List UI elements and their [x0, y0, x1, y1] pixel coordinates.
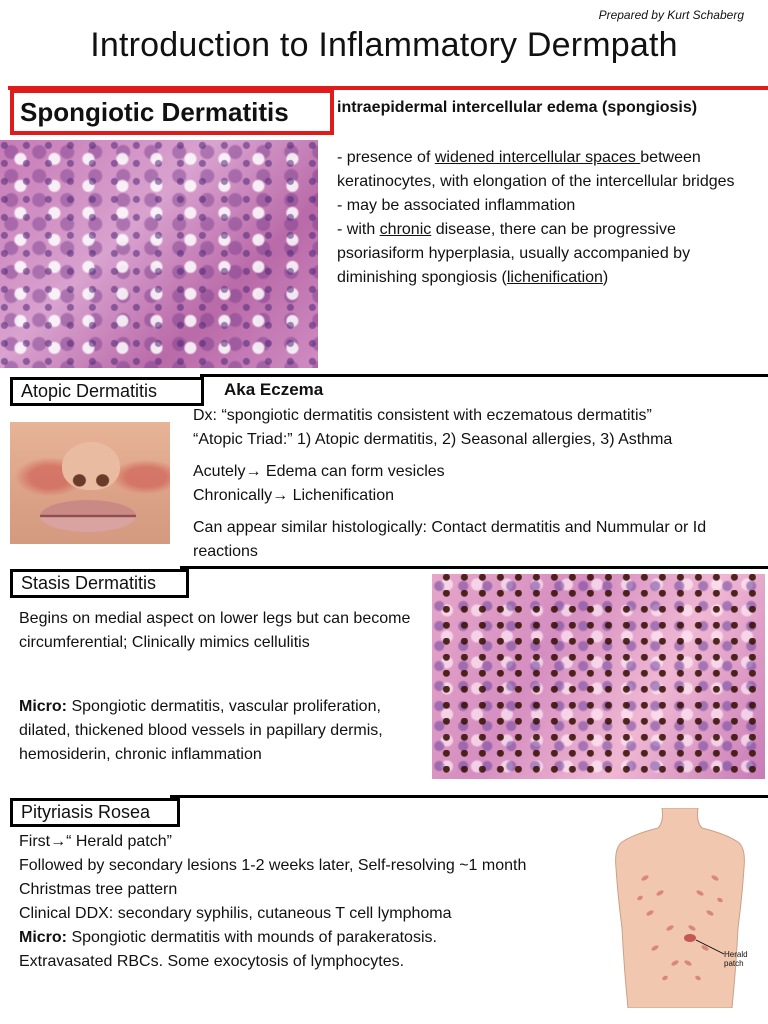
- child-face-photo: [10, 422, 170, 544]
- desc-text: between keratinocytes, with elongation of the intercellular bridges: [337, 149, 735, 190]
- desc-text: - may be associated inflammation: [337, 197, 576, 214]
- desc-text: disease, there can be progressive psoriasiform hyperplasia, usually accompanied by diminishing spongiosis (: [337, 221, 691, 286]
- desc-text: - presence of: [337, 149, 435, 166]
- micro-text: Spongiotic dermatitis with mounds of parakeratosis.: [67, 929, 437, 946]
- lips-shape: [40, 500, 136, 532]
- atopic-heading: Atopic Dermatitis: [10, 377, 204, 406]
- atopic-text: [193, 404, 763, 564]
- desc-text: ): [602, 269, 609, 286]
- pityriasis-first: First→“ Herald patch”: [19, 833, 172, 850]
- pityriasis-followed: Followed by secondary lesions 1-2 weeks later, Self-resolving ~1 month: [19, 857, 527, 874]
- prepared-by: Prepared by Kurt Schaberg: [598, 8, 744, 22]
- pityriasis-text: [19, 830, 609, 974]
- atopic-aka: Aka Eczema: [224, 380, 324, 399]
- atopic-dx: Dx: “spongiotic dermatitis consistent with eczematous dermatitis”: [193, 407, 652, 424]
- pityriasis-extra: Extravasated RBCs. Some exocytosis of lymphocytes.: [19, 953, 405, 970]
- desc-underline: lichenification: [506, 269, 603, 286]
- nose-shape: [62, 442, 120, 490]
- stasis-clinical: Begins on medial aspect on lower legs but can become circumferential; Clinically mimics cellulitis: [19, 610, 411, 651]
- spongiotic-description: [337, 146, 757, 290]
- desc-underline: chronic: [379, 221, 432, 238]
- atopic-acute: Acutely→ Edema can form vesicles: [193, 463, 445, 480]
- stasis-histology-image: [432, 574, 765, 779]
- spongiotic-heading: Spongiotic Dermatitis: [10, 89, 334, 135]
- pityriasis-micro: [19, 926, 609, 950]
- spongiosis-histology-image: [0, 140, 318, 368]
- section-divider: [180, 566, 768, 569]
- stasis-heading: Stasis Dermatitis: [10, 569, 189, 598]
- pityriasis-pattern: Christmas tree pattern: [19, 881, 178, 898]
- atopic-triad: “Atopic Triad:” 1) Atopic dermatitis, 2) Seasonal allergies, 3) Asthma: [193, 431, 673, 448]
- back-illustration-svg: [600, 808, 760, 1008]
- micro-label: Micro:: [19, 698, 67, 715]
- desc-underline: widened intercellular spaces: [434, 149, 641, 166]
- section-divider: [170, 795, 768, 798]
- back-illustration: [600, 808, 760, 1008]
- pityriasis-ddx: Clinical DDX: secondary syphilis, cutaneous T cell lymphoma: [19, 905, 452, 922]
- atopic-chronic: Chronically→ Lichenification: [193, 487, 394, 504]
- atopic-similar: Can appear similar histologically: Contact dermatitis and Nummular or Id reactions: [193, 519, 707, 560]
- section-divider: [200, 374, 768, 377]
- micro-label: Micro:: [19, 929, 67, 946]
- herald-patch-label: Herald patch: [724, 950, 748, 968]
- stasis-micro: [19, 695, 419, 767]
- page-title: Introduction to Inflammatory Dermpath: [90, 26, 678, 64]
- spongiotic-subtitle: intraepidermal intercellular edema (spongiosis): [337, 99, 698, 116]
- desc-text: - with: [337, 221, 380, 238]
- micro-text: Spongiotic dermatitis, vascular proliferation, dilated, thickened blood vessels in papillary dermis, hemosiderin, chronic inflammation: [19, 698, 383, 763]
- pityriasis-heading: Pityriasis Rosea: [10, 798, 180, 827]
